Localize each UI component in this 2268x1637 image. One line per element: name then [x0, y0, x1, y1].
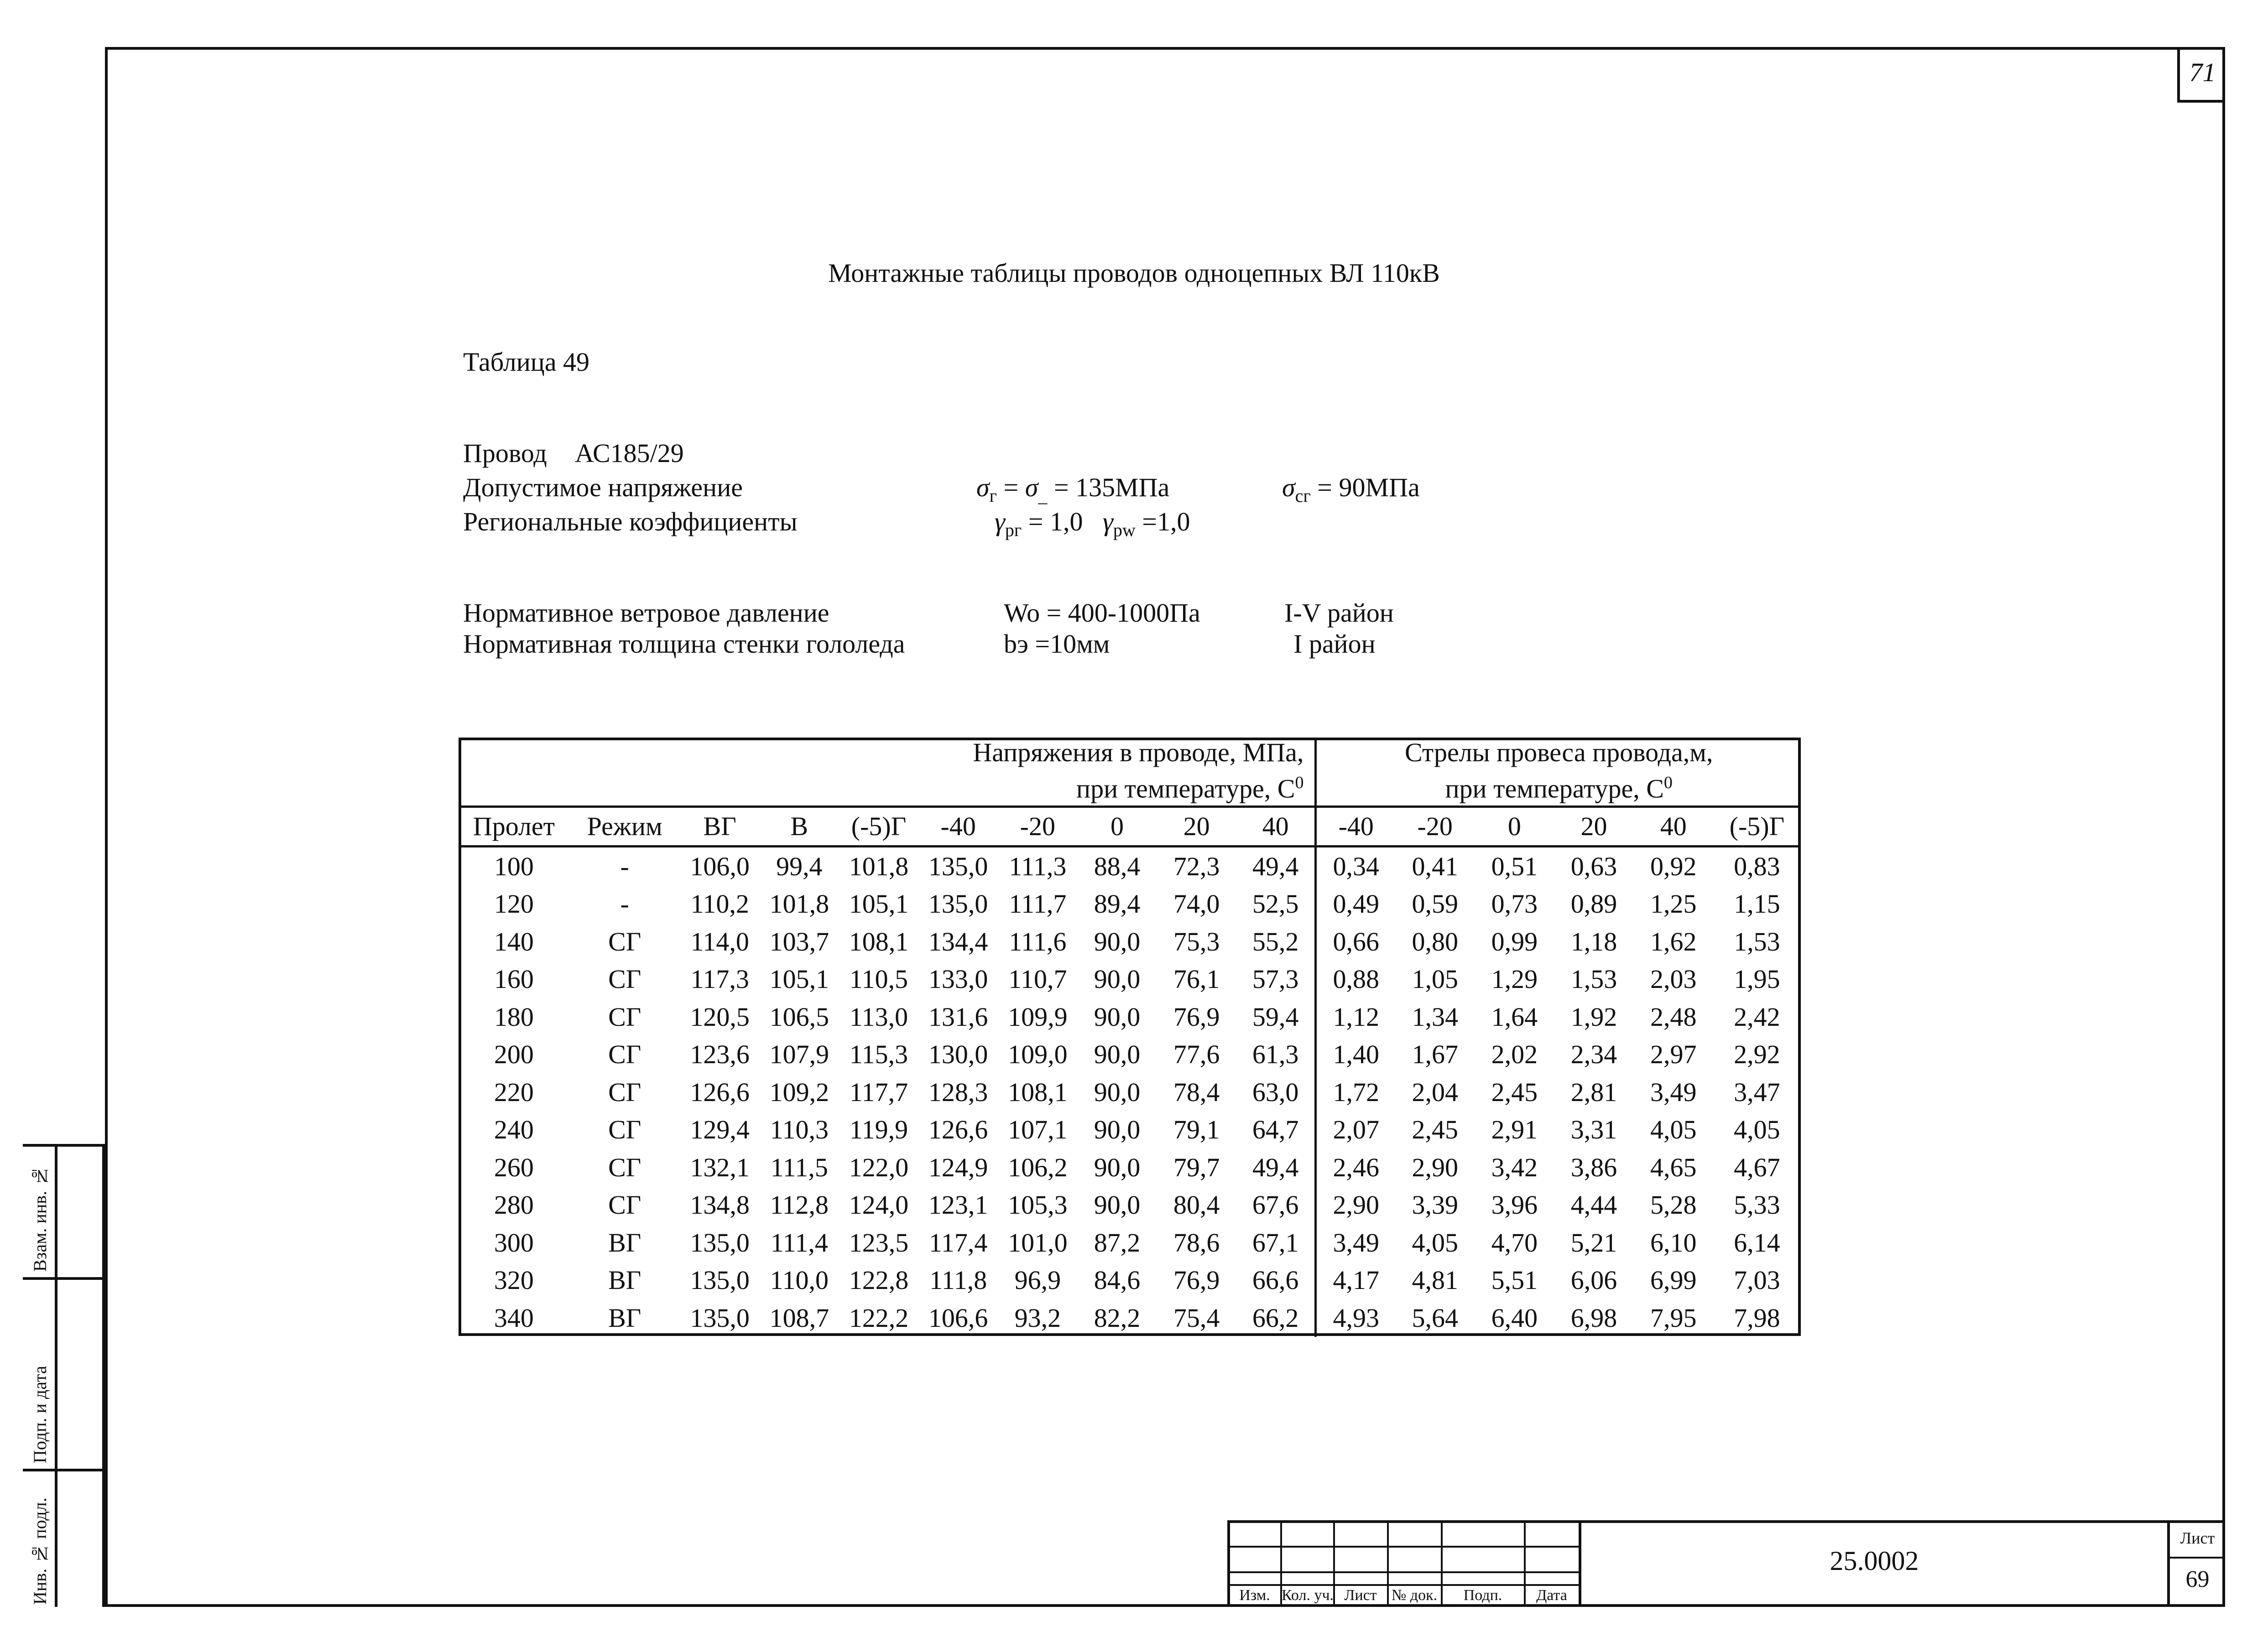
table-cell: 105,1 — [849, 889, 909, 919]
table-cell: 1,62 — [1650, 926, 1697, 956]
table-cell: 2,81 — [1570, 1077, 1617, 1107]
table-cell: 1,67 — [1412, 1039, 1458, 1070]
table-cell: СГ — [608, 964, 641, 994]
table-cell: 114,0 — [690, 926, 749, 956]
table-cell: 90,0 — [1094, 1077, 1141, 1107]
label-kol-uch: Кол. уч. — [1281, 1587, 1334, 1604]
table-cell: 0,41 — [1412, 851, 1458, 881]
handwritten-page-number: 71 — [2177, 47, 2225, 103]
table-cell: 4,93 — [1333, 1303, 1380, 1333]
table-cell: 107,1 — [1008, 1115, 1068, 1145]
table-row — [459, 998, 1801, 1036]
table-cell: 105,1 — [769, 964, 829, 994]
table-cell: 89,4 — [1094, 889, 1141, 919]
binding-strip — [23, 1144, 105, 1607]
table-cell: 6,10 — [1650, 1227, 1697, 1258]
table-cell: 0,51 — [1491, 851, 1538, 881]
label-izm: Изм. — [1239, 1587, 1270, 1604]
table-cell: 131,6 — [928, 1002, 988, 1032]
table-body — [459, 847, 1801, 1337]
table-cell: 90,0 — [1094, 1152, 1141, 1182]
column-header: -20 — [1395, 807, 1475, 847]
table-row — [459, 961, 1801, 998]
table-cell: 76,9 — [1173, 1002, 1220, 1032]
table-cell: 126,6 — [690, 1077, 750, 1107]
table-cell: 108,7 — [769, 1303, 829, 1333]
table-cell: 160 — [494, 964, 534, 994]
wire-value: АС185/29 — [575, 438, 684, 468]
title-block — [1227, 1520, 2225, 1607]
table-cell: 1,95 — [1734, 964, 1780, 994]
table-cell: 240 — [494, 1115, 534, 1145]
table-cell: 109,0 — [1008, 1039, 1068, 1070]
table-cell: 90,0 — [1094, 964, 1141, 994]
column-header: 0 — [1475, 807, 1554, 847]
gamma-pw-value: =1,0 — [1142, 507, 1190, 536]
table-cell: 7,95 — [1650, 1303, 1697, 1333]
table-cell: 63,0 — [1236, 1073, 1316, 1111]
table-cell: 111,4 — [770, 1227, 828, 1258]
sign-date-label: Подп. и дата — [30, 1366, 50, 1463]
table-cell: 135,0 — [928, 851, 988, 881]
table-cell: 123,1 — [928, 1190, 988, 1220]
table-row — [459, 885, 1801, 923]
table-cell: СГ — [608, 1039, 641, 1070]
table-row — [459, 1148, 1801, 1186]
table-cell: 123,6 — [690, 1039, 750, 1070]
table-cell: 4,05 — [1734, 1115, 1780, 1145]
table-cell: 300 — [494, 1227, 534, 1258]
table-cell: 0,49 — [1333, 889, 1380, 919]
binding-strip-rule-1 — [23, 1277, 105, 1280]
table-row — [459, 1299, 1801, 1337]
table-cell: 0,34 — [1333, 851, 1380, 881]
table-cell: 110,3 — [770, 1115, 829, 1145]
table-cell: 61,3 — [1236, 1036, 1316, 1074]
table-cell: 75,4 — [1173, 1303, 1220, 1333]
table-cell: 124,9 — [928, 1152, 988, 1182]
table-cell: 1,15 — [1734, 889, 1780, 919]
sheet-number: 69 — [2185, 1566, 2210, 1592]
table-cell: 2,46 — [1333, 1152, 1380, 1182]
table-cell: 106,6 — [928, 1303, 988, 1333]
table-cell: 129,4 — [690, 1115, 750, 1145]
table-cell: - — [620, 851, 629, 881]
replace-inv-label: Взам. инв. № — [30, 1165, 50, 1272]
column-header: Пролет — [459, 807, 569, 847]
table-cell: 110,7 — [1008, 964, 1067, 994]
table-label: Таблица 49 — [463, 347, 590, 377]
table-cell: 6,14 — [1734, 1227, 1780, 1258]
table-cell: 1,92 — [1570, 1002, 1617, 1032]
table-cell: 96,9 — [1014, 1265, 1061, 1295]
table-cell: 115,3 — [849, 1039, 908, 1070]
table-cell: 2,90 — [1333, 1190, 1380, 1220]
wire-label: Провод — [463, 438, 547, 468]
table-cell: 5,51 — [1491, 1265, 1538, 1295]
table-cell: 2,07 — [1333, 1115, 1380, 1145]
table-cell: 52,5 — [1236, 885, 1316, 923]
table-cell: 107,9 — [769, 1039, 829, 1070]
table-cell: 78,4 — [1173, 1077, 1220, 1107]
binding-strip-rule-2 — [23, 1469, 105, 1471]
gamma-pg-subscript: рг — [1005, 520, 1022, 540]
stress-header-superscript: 0 — [1295, 773, 1304, 792]
table-cell: 79,7 — [1173, 1152, 1220, 1182]
table-cell: 90,0 — [1094, 1190, 1141, 1220]
table-cell: 77,6 — [1173, 1039, 1220, 1070]
label-list: Лист — [1344, 1587, 1377, 1604]
table-cell: 134,4 — [928, 926, 988, 956]
table-cell: 79,1 — [1173, 1115, 1220, 1145]
wind-pressure-label: Нормативное ветровое давление — [463, 598, 829, 628]
table-cell: 3,86 — [1570, 1152, 1617, 1182]
table-cell: 105,3 — [1008, 1190, 1068, 1220]
gamma-pg-value: = 1,0 — [1028, 507, 1083, 536]
table-cell: 1,05 — [1412, 964, 1458, 994]
sigma-sg-value: = 90МПа — [1317, 473, 1420, 502]
table-cell: 101,0 — [1008, 1227, 1068, 1258]
table-cell: 110,2 — [690, 889, 749, 919]
table-cell: 135,0 — [690, 1265, 750, 1295]
table-cell: ВГ — [608, 1265, 641, 1295]
table-cell: 2,02 — [1491, 1039, 1538, 1070]
table-cell: 108,1 — [849, 926, 909, 956]
column-header: -40 — [1316, 807, 1395, 847]
table-cell: 124,0 — [849, 1190, 909, 1220]
table-cell: 320 — [494, 1265, 534, 1295]
table-cell: 90,0 — [1094, 926, 1141, 956]
table-cell: 66,6 — [1236, 1262, 1316, 1299]
table-cell: 132,1 — [690, 1152, 750, 1182]
table-cell: 1,53 — [1570, 964, 1617, 994]
table-cell: 72,3 — [1173, 851, 1220, 881]
table-cell: 111,5 — [770, 1152, 828, 1182]
table-cell: 109,2 — [769, 1077, 829, 1107]
table-cell: 2,34 — [1570, 1039, 1617, 1070]
table-cell: 59,4 — [1236, 998, 1316, 1036]
table-cell: 2,97 — [1650, 1039, 1697, 1070]
table-cell: 4,44 — [1570, 1190, 1617, 1220]
table-cell: 93,2 — [1014, 1303, 1061, 1333]
table-cell: 135,0 — [690, 1303, 750, 1333]
table-cell: 117,4 — [928, 1227, 988, 1258]
table-cell: 55,2 — [1236, 923, 1316, 961]
table-cell: 0,59 — [1412, 889, 1458, 919]
table-cell: 6,40 — [1491, 1303, 1538, 1333]
table-cell: СГ — [608, 1115, 641, 1145]
mounting-table — [459, 738, 1801, 1337]
table-cell: 133,0 — [928, 964, 988, 994]
table-cell: 119,9 — [849, 1115, 908, 1145]
table-cell: 111,3 — [1009, 851, 1067, 881]
table-cell: 78,6 — [1173, 1227, 1220, 1258]
stress-header-line1: Напряжения в проводе, МПа, — [973, 738, 1304, 767]
table-cell: 87,2 — [1094, 1227, 1141, 1258]
table-cell: 117,3 — [690, 964, 749, 994]
table-cell: 135,0 — [690, 1227, 750, 1258]
column-header-row — [459, 807, 1801, 847]
table-cell: 2,92 — [1734, 1039, 1780, 1070]
column-header: 20 — [1157, 807, 1236, 847]
table-cell: 5,28 — [1650, 1190, 1697, 1220]
table-cell: 1,72 — [1333, 1077, 1380, 1107]
allowed-stress-formula: $\sigma_г = \sigma_{\_} = 135МПа$ — [976, 473, 1170, 506]
table-cell: 108,1 — [1008, 1077, 1068, 1107]
table-row — [459, 1036, 1801, 1074]
table-cell: 140 — [494, 926, 534, 956]
table-cell: 1,34 — [1412, 1002, 1458, 1032]
table-cell: 6,99 — [1650, 1265, 1697, 1295]
table-cell: 2,91 — [1491, 1115, 1538, 1145]
column-header: ВГ — [680, 807, 760, 847]
table-cell: 3,42 — [1491, 1152, 1538, 1182]
sigma-sg-subscript: сг — [1295, 485, 1311, 506]
table-cell: 4,05 — [1412, 1227, 1458, 1258]
table-cell: 76,1 — [1173, 964, 1220, 994]
column-header: 20 — [1554, 807, 1633, 847]
sag-header-line2: при температуре, С — [1445, 774, 1664, 804]
table-cell: 260 — [494, 1152, 534, 1182]
table-cell: 0,89 — [1570, 889, 1617, 919]
table-cell: 90,0 — [1094, 1002, 1141, 1032]
table-cell: 113,0 — [849, 1002, 908, 1032]
table-cell: 103,7 — [769, 926, 829, 956]
table-cell: 5,33 — [1734, 1190, 1780, 1220]
column-header: 0 — [1077, 807, 1157, 847]
table-cell: 200 — [494, 1039, 534, 1070]
regional-coef-label: Региональные коэффициенты — [463, 507, 798, 536]
table-cell: 0,83 — [1734, 851, 1780, 881]
table-cell: 49,4 — [1236, 1148, 1316, 1186]
table-cell: 88,4 — [1094, 851, 1141, 881]
column-header: -20 — [998, 807, 1077, 847]
table-cell: 122,0 — [849, 1152, 909, 1182]
table-cell: 4,81 — [1412, 1265, 1458, 1295]
table-cell: 90,0 — [1094, 1115, 1141, 1145]
ice-thickness-label: Нормативная толщина стенки гололеда — [463, 629, 905, 659]
table-cell: 0,88 — [1333, 964, 1380, 994]
stress-group-header — [459, 738, 1316, 807]
inv-no-label: Инв. № подл. — [30, 1497, 50, 1605]
column-header: В — [760, 807, 839, 847]
table-cell: 57,3 — [1236, 961, 1316, 998]
table-cell: 1,12 — [1333, 1002, 1380, 1032]
table-cell: ВГ — [608, 1227, 641, 1258]
table-cell: 220 — [494, 1077, 534, 1107]
table-cell: 4,17 — [1333, 1265, 1380, 1295]
table-cell: 123,5 — [849, 1227, 909, 1258]
table-cell: 5,21 — [1570, 1227, 1617, 1258]
table-cell: 3,47 — [1734, 1077, 1780, 1107]
column-header: (-5)Г — [1713, 807, 1801, 847]
table-row — [459, 847, 1801, 885]
table-cell: 0,66 — [1333, 926, 1380, 956]
table-cell: 117,7 — [849, 1077, 908, 1107]
table-cell: 106,0 — [690, 851, 750, 881]
label-podp: Подп. — [1463, 1587, 1502, 1604]
ice-thickness-value: bэ =10мм — [1004, 629, 1110, 659]
table-cell: 3,31 — [1570, 1115, 1617, 1145]
table-cell: СГ — [608, 1190, 641, 1220]
table-cell: СГ — [608, 1002, 641, 1032]
binding-strip-top — [23, 1144, 105, 1147]
table-cell: 1,25 — [1650, 889, 1697, 919]
table-cell: 4,05 — [1650, 1115, 1697, 1145]
table-cell: 106,5 — [769, 1002, 829, 1032]
table-cell: 67,1 — [1236, 1224, 1316, 1262]
table-cell: 66,2 — [1236, 1299, 1316, 1337]
table-cell: 101,8 — [849, 851, 909, 881]
table-cell: СГ — [608, 1152, 641, 1182]
title-block-rule-4 — [2167, 1557, 2225, 1559]
column-header: 40 — [1236, 807, 1316, 847]
table-cell: 126,6 — [928, 1115, 988, 1145]
table-cell: 49,4 — [1236, 847, 1316, 885]
table-row — [459, 923, 1801, 961]
table-cell: 2,48 — [1650, 1002, 1697, 1032]
table-cell: 99,4 — [776, 851, 823, 881]
table-cell: 80,4 — [1173, 1190, 1220, 1220]
table-cell: 74,0 — [1173, 889, 1220, 919]
table-cell: 1,53 — [1734, 926, 1780, 956]
table-cell: 84,6 — [1094, 1265, 1141, 1295]
table-cell: 280 — [494, 1190, 534, 1220]
sag-group-header — [1316, 738, 1801, 807]
table-cell: 109,9 — [1008, 1002, 1068, 1032]
table-cell: 0,92 — [1650, 851, 1697, 881]
table-cell: 0,63 — [1570, 851, 1617, 881]
table-row — [459, 1262, 1801, 1299]
table-cell: 5,64 — [1412, 1303, 1458, 1333]
column-header: -40 — [918, 807, 998, 847]
table-cell: 120 — [494, 889, 534, 919]
sigma-g-subscript: г — [989, 485, 997, 506]
table-cell: 134,8 — [690, 1190, 750, 1220]
document-code: 25.0002 — [1830, 1546, 1919, 1576]
table-cell: 75,3 — [1173, 926, 1220, 956]
table-cell: ВГ — [608, 1303, 641, 1333]
table-cell: 0,99 — [1491, 926, 1538, 956]
table-cell: 100 — [494, 851, 534, 881]
allowed-stress-value: = 135МПа — [1053, 473, 1170, 502]
table-cell: 1,40 — [1333, 1039, 1380, 1070]
column-header: (-5)Г — [839, 807, 918, 847]
table-row — [459, 1111, 1801, 1149]
table-cell: 82,2 — [1094, 1303, 1141, 1333]
table-cell: СГ — [608, 1077, 641, 1107]
ice-region: I район — [1293, 629, 1376, 659]
column-header: Режим — [569, 807, 680, 847]
table-cell: 6,06 — [1570, 1265, 1617, 1295]
gamma-pw-subscript: pw — [1113, 520, 1136, 540]
sag-header-line1: Стрелы провеса провода,м, — [1405, 738, 1713, 767]
table-cell: 3,96 — [1491, 1190, 1538, 1220]
table-row — [459, 1224, 1801, 1262]
table-cell: 110,5 — [849, 964, 908, 994]
wind-region: I-V район — [1284, 598, 1394, 628]
table-cell: 122,2 — [849, 1303, 909, 1333]
table-cell: 2,04 — [1412, 1077, 1458, 1107]
table-cell: 0,80 — [1412, 926, 1458, 956]
table-cell: 1,64 — [1491, 1002, 1538, 1032]
binding-strip-divider — [55, 1144, 57, 1607]
table-cell: 110,0 — [770, 1265, 829, 1295]
table-cell: 111,8 — [929, 1265, 987, 1295]
table-cell: 3,49 — [1650, 1077, 1697, 1107]
stress-header-line2: при температуре, С — [1076, 774, 1295, 804]
sigma-sg-formula: $\sigma_{сг} = 90МПа$ — [1282, 473, 1420, 506]
table-cell: 135,0 — [928, 889, 988, 919]
page-title: Монтажные таблицы проводов одноцепных ВЛ 110кВ — [828, 258, 1440, 288]
table-cell: 2,03 — [1650, 964, 1697, 994]
label-n-dok: № док. — [1391, 1587, 1438, 1604]
table-cell: 3,49 — [1333, 1227, 1380, 1258]
table-cell: 180 — [494, 1002, 534, 1032]
table-cell: 67,6 — [1236, 1186, 1316, 1224]
table-cell: 106,2 — [1008, 1152, 1068, 1182]
table-cell: 111,7 — [1009, 889, 1067, 919]
table-cell: 7,98 — [1734, 1303, 1780, 1333]
table-cell: 64,7 — [1236, 1111, 1316, 1149]
table-cell: 0,73 — [1491, 889, 1538, 919]
table-cell: 120,5 — [690, 1002, 750, 1032]
table-cell: 7,03 — [1734, 1265, 1780, 1295]
table-cell: СГ — [608, 926, 641, 956]
allowed-stress-label: Допустимое напряжение — [463, 473, 743, 502]
table-cell: 4,65 — [1650, 1152, 1697, 1182]
table-cell: 2,45 — [1491, 1077, 1538, 1107]
table-cell: 4,67 — [1734, 1152, 1780, 1182]
table-cell: 3,39 — [1412, 1190, 1458, 1220]
table-cell: 111,6 — [1009, 926, 1067, 956]
table-cell: 76,9 — [1173, 1265, 1220, 1295]
sag-header-superscript: 0 — [1663, 773, 1673, 792]
table-cell: 130,0 — [928, 1039, 988, 1070]
table-cell: - — [620, 889, 629, 919]
wind-pressure-value: Wo = 400-1000Па — [1004, 598, 1200, 628]
table-cell: 6,98 — [1570, 1303, 1617, 1333]
sigma-minus-subscript: _ — [1038, 485, 1048, 506]
table-cell: 2,42 — [1734, 1002, 1780, 1032]
gamma-formula: $\gamma_{рг} = 1,0$ $\gamma_{pw} =1,0$ — [995, 507, 1190, 540]
table-row — [459, 1073, 1801, 1111]
table-cell: 101,8 — [769, 889, 829, 919]
table-cell: 340 — [494, 1303, 534, 1333]
table-row — [459, 1186, 1801, 1224]
table-cell: 4,70 — [1491, 1227, 1538, 1258]
table-cell: 1,29 — [1491, 964, 1538, 994]
table-cell: 1,18 — [1570, 926, 1617, 956]
table-cell: 112,8 — [770, 1190, 829, 1220]
table-cell: 128,3 — [928, 1077, 988, 1107]
table-cell: 90,0 — [1094, 1039, 1141, 1070]
table-cell: 2,45 — [1412, 1115, 1458, 1145]
column-header: 40 — [1634, 807, 1713, 847]
sheet-label: Лист — [2180, 1529, 2215, 1547]
table-cell: 122,8 — [849, 1265, 909, 1295]
table-cell: 2,90 — [1412, 1152, 1458, 1182]
label-data: Дата — [1536, 1587, 1567, 1604]
